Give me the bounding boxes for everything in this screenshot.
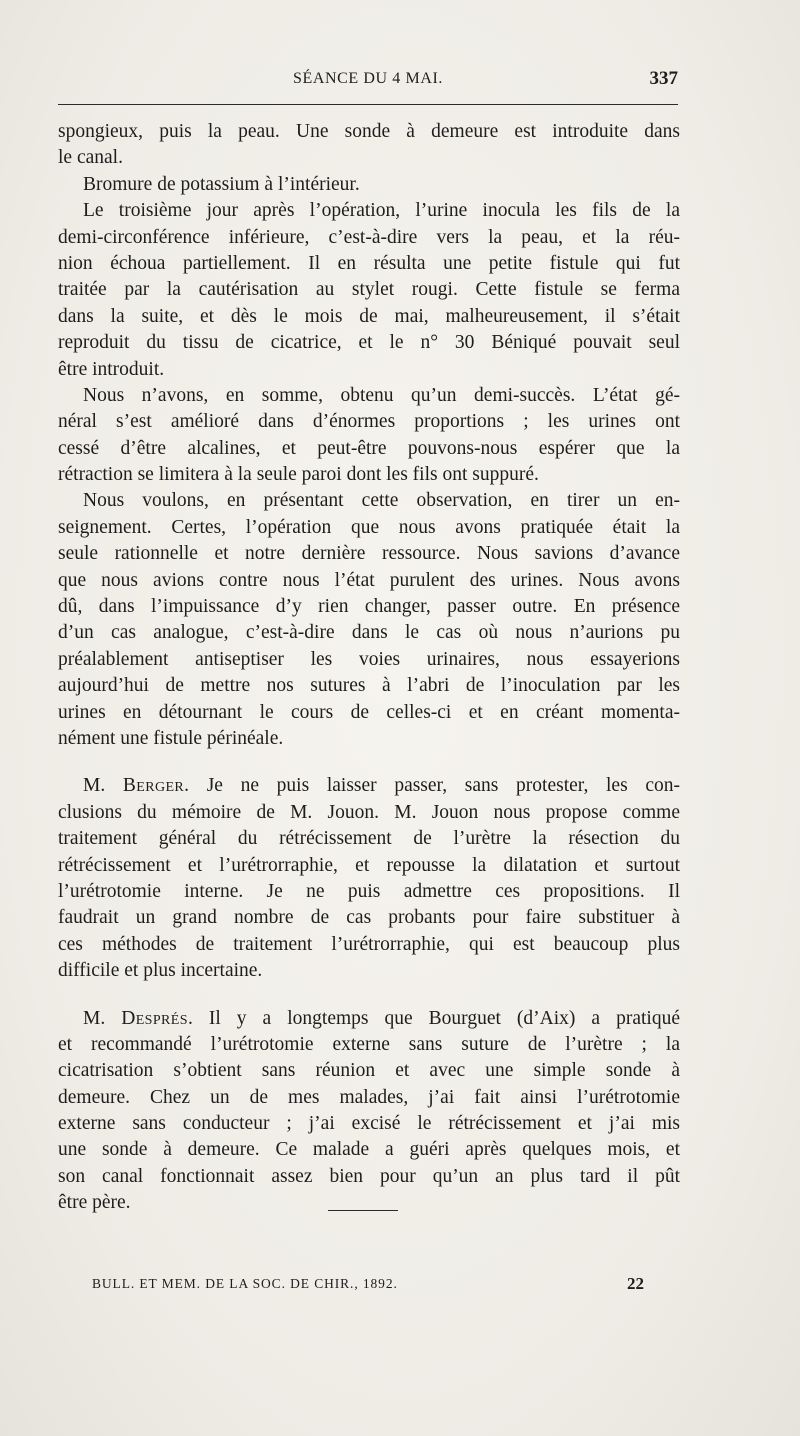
text-line: demi-circonférence inférieure, c’est-à-dire vers la peau, et la réu- (58, 226, 680, 248)
text-line: difficile et plus incertaine. (58, 960, 263, 982)
text-line: être père. (58, 1192, 131, 1214)
text-line: Bromure de potassium à l’intérieur. (83, 173, 360, 195)
paragraph (58, 198, 680, 383)
header-rule (58, 104, 678, 105)
footer-citation: BULL. ET MEM. DE LA SOC. DE CHIR., 1892. (92, 1276, 398, 1291)
text-line: seule rationnelle et notre dernière ressource. Nous savions d’avance (58, 543, 680, 565)
paragraph (58, 488, 680, 752)
text-line: nément une fistule périnéale. (58, 727, 284, 749)
text-line: préalablement antiseptiser les voies urinaires, nous essayerions (58, 648, 680, 670)
speaker-name: Berger (122, 775, 185, 797)
paragraph (58, 119, 680, 172)
page-footer (92, 1276, 644, 1300)
text-line (58, 1006, 680, 1032)
text-line: Le troisième jour après l’opération, l’urine inocula les fils de la (83, 200, 680, 222)
text-line: cicatrisation s’obtient sans réunion et avec une simple sonde à (58, 1060, 680, 1082)
page-header (58, 70, 678, 96)
text-line: rétrécissement et l’urétrorraphie, et repousse la dilatation et surtout (58, 854, 680, 876)
text-line: reproduit du tissu de cicatrice, et le n° 30 Béniqué pouvait seul (58, 332, 680, 354)
speaker-prefix: M. (83, 1007, 122, 1029)
text-line: Nous voulons, en présentant cette observation, en tirer un en- (83, 490, 680, 512)
berger-remark (58, 773, 680, 984)
text-line: externe sans conducteur ; j’ai excisé le rétrécissement et j’ai mis (58, 1113, 680, 1135)
paragraph-gap (58, 985, 680, 1006)
text-line: ces méthodes de traitement l’urétrorraphie, qui est beaucoup plus (58, 933, 680, 955)
text-line: faudrait un grand nombre de cas probants pour faire substituer à (58, 907, 680, 929)
paragraph (58, 383, 680, 489)
text-line: une sonde à demeure. Ce malade a guéri après quelques mois, et (58, 1139, 680, 1161)
text-line: urines en détournant le cours de celles-ci et en créant momenta- (58, 701, 680, 723)
text-line: l’urétrotomie interne. Je ne puis admettre ces propositions. Il (58, 880, 680, 902)
text-line: que nous avions contre nous l’état purulent des urines. Nous avons (58, 569, 680, 591)
text-line: cessé d’être alcalines, et peut-être pouvons-nous espérer que la (58, 437, 680, 459)
remark-text: . Il y a longtemps que Bourguet (d’Aix) a pratiqué (187, 1007, 681, 1029)
text-line: traitement général du rétrécissement de l’urètre la résection du (58, 828, 680, 850)
text-line: traitée par la cautérisation au stylet rougi. Cette fistule se ferma (58, 279, 680, 301)
text-line: dans la suite, et dès le mois de mai, malheureusement, il s’était (58, 305, 680, 327)
text-line: le canal. (58, 147, 123, 169)
text-line: néral s’est amélioré dans d’énormes proportions ; les urines ont (58, 411, 680, 433)
text-line: demeure. Chez un de mes malades, j’ai fait ainsi l’urétrotomie (58, 1086, 680, 1108)
despres-remark (58, 1006, 680, 1217)
text-line (58, 773, 680, 799)
body-text (58, 119, 680, 1217)
paragraph (58, 172, 680, 198)
speaker-prefix: M. (83, 775, 123, 797)
text-line: nion échoua partiellement. Il en résulta une petite fistule qui fut (58, 252, 680, 274)
text-line: rétraction se limitera à la seule paroi dont les fils ont suppuré. (58, 464, 539, 486)
remark-text: . Je ne puis laisser passer, sans protester, les con- (184, 775, 680, 797)
page-number: 337 (649, 68, 678, 89)
text-line: clusions du mémoire de M. Jouon. M. Jouon nous propose comme (58, 801, 680, 823)
text-line: être introduit. (58, 358, 165, 380)
footer-signature: 22 (627, 1274, 644, 1293)
text-line: d’un cas analogue, c’est-à-dire dans le cas où nous n’aurions pu (58, 622, 680, 644)
text-line: son canal fonctionnait assez bien pour qu’un an plus tard il pût (58, 1165, 680, 1187)
text-line: spongieux, puis la peau. Une sonde à demeure est introduite dans (58, 121, 680, 142)
text-line: Nous n’avons, en somme, obtenu qu’un demi-succès. L’état gé- (83, 384, 680, 406)
text-line: seignement. Certes, l’opération que nous avons pratiquée était la (58, 516, 680, 538)
running-head: SÉANCE DU 4 MAI. (292, 70, 444, 87)
text-line: aujourd’hui de mettre nos sutures à l’abri de l’inoculation par les (58, 675, 680, 697)
text-line: dû, dans l’impuissance d’y rien changer, passer outre. En présence (58, 596, 680, 618)
paragraph-gap (58, 752, 680, 773)
section-end-rule (328, 1210, 398, 1211)
speaker-name: Després (121, 1007, 188, 1029)
text-line: et recommandé l’urétrotomie externe sans suture de l’urètre ; la (58, 1033, 680, 1055)
